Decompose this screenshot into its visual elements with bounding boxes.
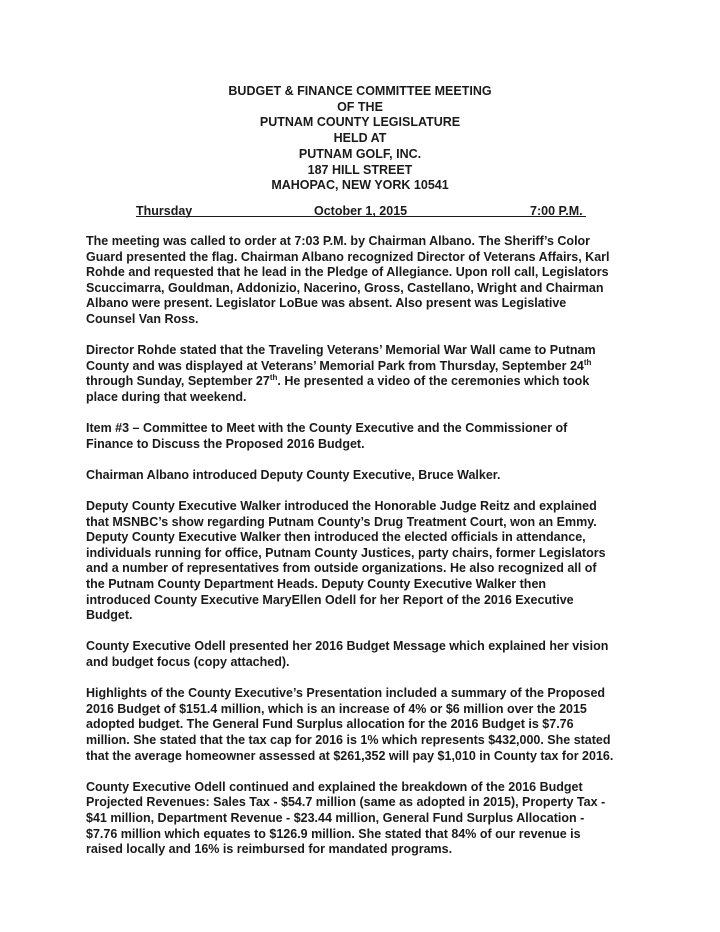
- meeting-time: 7:00 P.M.: [530, 204, 583, 218]
- paragraph-revenues: [86, 780, 646, 858]
- heading-line: 187 HILL STREET: [307, 162, 413, 177]
- text-line: introduced County Executive MaryEllen Odell for her Report of the 2016 Executive: [86, 592, 574, 607]
- heading-line: MAHOPAC, NEW YORK 10541: [271, 178, 449, 193]
- text-fragment: County and was displayed at Veterans’ Memorial Park from Thursday, September 24: [86, 358, 584, 373]
- text-fragment: . He presented a video of the ceremonies which took: [277, 374, 590, 389]
- meeting-day: Thursday: [136, 204, 193, 218]
- ordinal-suffix: th: [583, 357, 592, 367]
- heading-line: PUTNAM COUNTY LEGISLATURE: [259, 115, 461, 130]
- paragraph-call-to-order: [86, 234, 646, 328]
- heading-line: HELD AT: [333, 131, 387, 146]
- text-line: individuals running for office, Putnam County Justices, party chairs, former Legislators: [86, 545, 606, 560]
- text-line: County Executive Odell presented her 2016 Budget Message which explained her vision: [86, 639, 609, 654]
- paragraph-item-3: [86, 421, 646, 452]
- meeting-dateline: [136, 203, 586, 219]
- text-fragment: through Sunday, September 27: [86, 374, 270, 389]
- text-line: that MSNBC’s show regarding Putnam County’s Drug Treatment Court, won an Emmy.: [86, 514, 597, 529]
- text-line: Deputy County Executive Walker then introduced the elected officials in attendance,: [86, 530, 586, 545]
- text-line: 2016 Budget of $151.4 million, which is an increase of 4% or $6 million over the 2015: [86, 701, 587, 716]
- text-line: Finance to Discuss the Proposed 2016 Budget.: [86, 436, 365, 451]
- text-line: County Executive Odell continued and explained the breakdown of the 2016 Budget: [86, 779, 583, 794]
- text-line: Counsel Van Ross.: [86, 311, 199, 326]
- text-line: that the average homeowner assessed at $261,352 will pay $1,010 in County tax for 2016.: [86, 748, 614, 763]
- meeting-heading: [0, 84, 720, 194]
- text-line: the Putnam County Department Heads. Deputy County Executive Walker then: [86, 577, 547, 592]
- paragraph-introduction: [86, 468, 646, 484]
- text-line: adopted budget. The General Fund Surplus allocation for the 2016 Budget is $7.76: [86, 717, 574, 732]
- text-line: $7.76 million which equates to $126.9 million. She stated that 84% of our revenue is: [86, 826, 581, 841]
- text-line: Guard presented the flag. Chairman Albano recognized Director of Veterans Affairs, Karl: [86, 249, 610, 264]
- text-line: [86, 359, 646, 375]
- text-line: Budget.: [86, 608, 133, 623]
- heading-line: BUDGET & FINANCE COMMITTEE MEETING: [228, 84, 492, 98]
- text-line: $41 million, Department Revenue - $23.44 million, General Fund Surplus Allocation -: [86, 810, 585, 825]
- text-line: The meeting was called to order at 7:03 P.M. by Chairman Albano. The Sheriff’s Color: [86, 234, 591, 248]
- heading-line: OF THE: [337, 99, 383, 114]
- paragraph-war-wall: [86, 343, 646, 405]
- text-line: Rohde and requested that he lead in the Pledge of Allegiance. Upon roll call, Legislators: [86, 265, 609, 280]
- text-line: and a number of representatives from outside organizations. He also recognized all of: [86, 561, 597, 576]
- heading-line: PUTNAM GOLF, INC.: [298, 146, 422, 161]
- ordinal-suffix: th: [269, 373, 278, 383]
- minutes-body: [86, 234, 646, 873]
- text-line: Director Rohde stated that the Traveling Veterans’ Memorial War Wall came to Putnam: [86, 343, 596, 358]
- text-line: Projected Revenues: Sales Tax - $54.7 million (same as adopted in 2015), Property Tax -: [86, 795, 606, 810]
- meeting-date: October 1, 2015: [314, 204, 408, 218]
- text-line: million. She stated that the tax cap for 2016 is 1% which represents $432,000. She stated: [86, 733, 611, 747]
- paragraph-budget-message: [86, 639, 646, 670]
- text-line: Item #3 – Committee to Meet with the County Executive and the Commissioner of: [86, 421, 568, 436]
- text-line: Highlights of the County Executive’s Presentation included a summary of the Proposed: [86, 686, 606, 701]
- text-line: Deputy County Executive Walker introduced the Honorable Judge Reitz and explained: [86, 499, 597, 514]
- text-line: place during that weekend.: [86, 389, 247, 404]
- paragraph-deputy-walker: [86, 499, 646, 624]
- paragraph-highlights: [86, 686, 646, 764]
- text-line: and budget focus (copy attached).: [86, 655, 290, 670]
- text-line: Scuccimarra, Gouldman, Addonizio, Nacerino, Gross, Castellano, Wright and Chairman: [86, 280, 604, 295]
- text-line: Chairman Albano introduced Deputy County Executive, Bruce Walker.: [86, 467, 501, 482]
- text-line: raised locally and 16% is reimbursed for mandated programs.: [86, 842, 453, 857]
- text-line: Albano were present. Legislator LoBue was absent. Also present was Legislative: [86, 296, 567, 311]
- text-line: [86, 374, 646, 390]
